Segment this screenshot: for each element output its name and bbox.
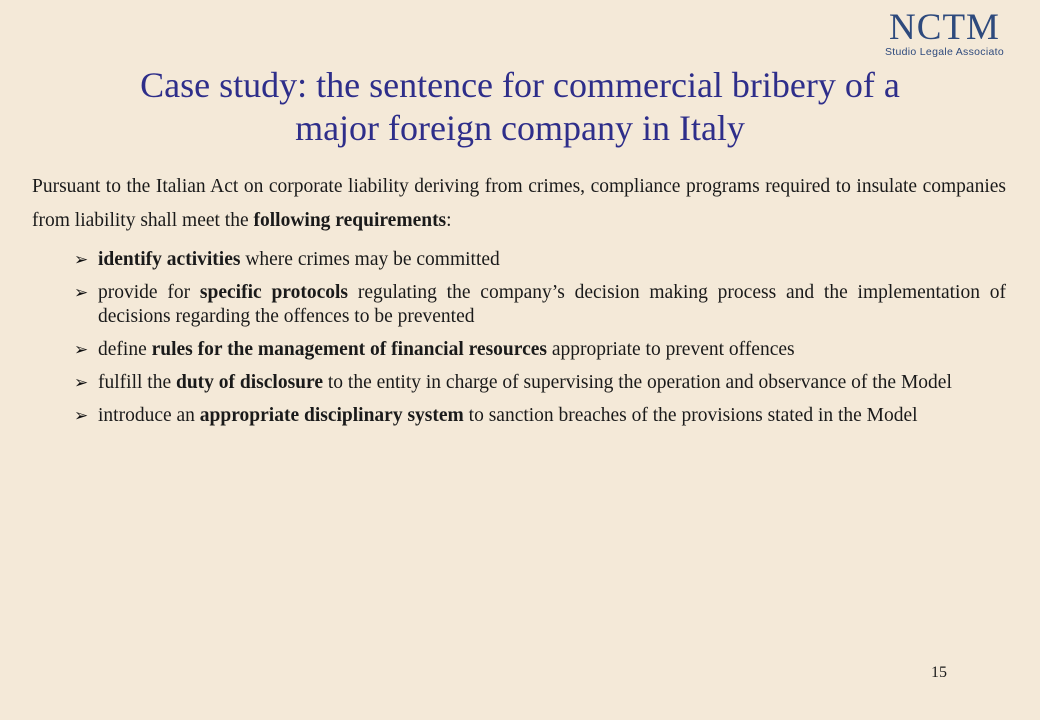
item-pre: fulfill the: [98, 372, 176, 393]
item-bold: appropriate disciplinary system: [199, 405, 464, 426]
logo-subtitle: Studio Legale Associato: [885, 46, 1004, 58]
slide-body: [32, 170, 1006, 428]
arrow-bullet-icon: ➢: [74, 283, 89, 302]
list-item: [32, 281, 1006, 329]
item-pre: provide for: [98, 282, 200, 303]
page-number: 15: [931, 664, 947, 681]
item-bold: specific protocols: [199, 282, 349, 303]
arrow-bullet-icon: ➢: [74, 250, 89, 269]
list-item: [32, 248, 1006, 272]
item-pre: define: [98, 339, 152, 360]
list-item: [32, 404, 1006, 428]
requirements-list: [32, 248, 1006, 428]
item-post: to the entity in charge of supervising the operation and observance of the Model: [322, 372, 952, 393]
arrow-bullet-icon: ➢: [74, 340, 89, 359]
item-pre: introduce an: [98, 405, 200, 426]
list-item: [32, 371, 1006, 395]
item-bold: rules for the management of financial resources: [151, 339, 547, 360]
item-post: regulating the company’s decision making process and the implementation of decisions regarding the offences to be prevented: [98, 282, 1006, 327]
slide-title-line-1: Case study: the sentence for commercial bribery of a: [140, 65, 900, 105]
list-item: [32, 338, 1006, 362]
arrow-bullet-icon: ➢: [74, 406, 89, 425]
slide-title: [40, 64, 1000, 150]
item-post: appropriate to prevent offences: [546, 339, 795, 360]
item-bold: duty of disclosure: [175, 372, 323, 393]
arrow-bullet-icon: ➢: [74, 373, 89, 392]
logo-mark: NCTM: [889, 7, 1000, 48]
firm-logo: [867, 8, 1022, 58]
item-post: to sanction breaches of the provisions stated in the Model: [463, 405, 918, 426]
intro-end: :: [446, 210, 452, 231]
intro-text: Pursuant to the Italian Act on corporate liability deriving from crimes, compliance programs required to insulate companies from liability shall meet the: [32, 176, 1006, 231]
slide-title-line-2: major foreign company in Italy: [295, 108, 745, 148]
item-bold: identify activities: [98, 249, 241, 270]
intro-bold: following requirements: [253, 210, 447, 231]
item-post: where crimes may be committed: [240, 249, 500, 270]
intro-paragraph: [32, 170, 1006, 238]
